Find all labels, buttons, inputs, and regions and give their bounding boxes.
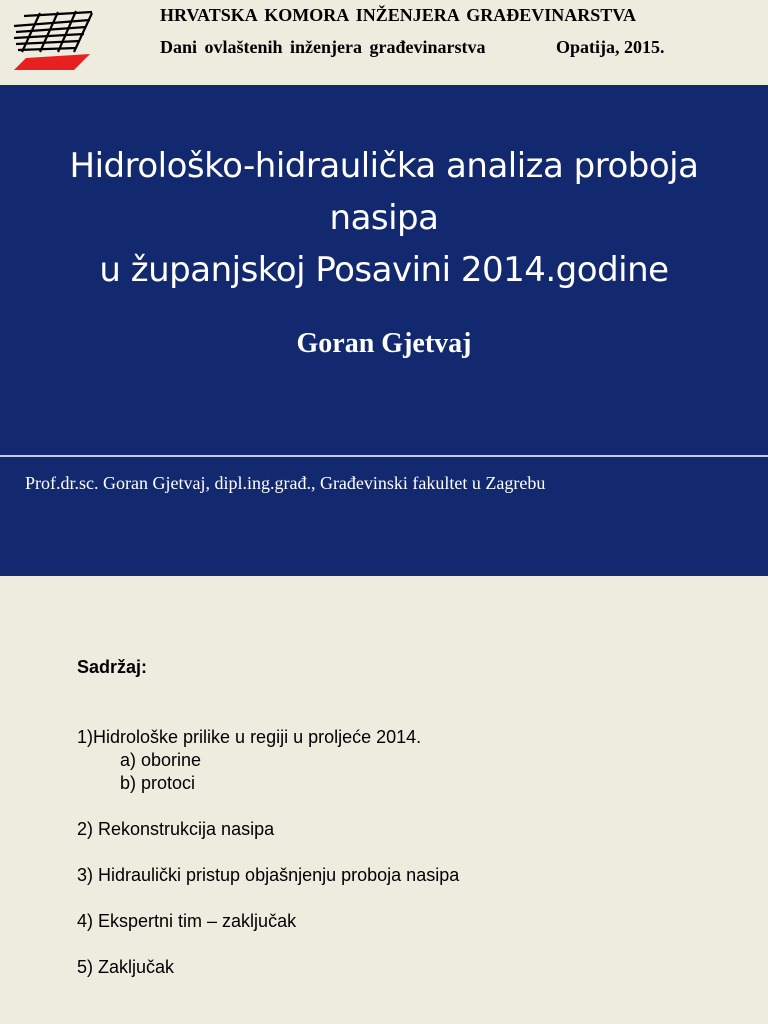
author-affiliation: Prof.dr.sc. Goran Gjetvaj, dipl.ing.građ., Građevinski fakultet u Zagrebu bbox=[25, 473, 546, 493]
list-item: 3) Hidraulički pristup objašnjenju proboja nasipa bbox=[77, 865, 460, 885]
header bbox=[0, 0, 768, 85]
organization-name: HRVATSKA KOMORA INŽENJERA GRAĐEVINARSTVA bbox=[160, 5, 636, 25]
table-of-contents bbox=[77, 657, 459, 979]
presentation-title bbox=[0, 140, 768, 296]
list-item: 1)Hidrološke prilike u regiji u proljeće 2014. bbox=[77, 727, 422, 747]
divider bbox=[0, 455, 768, 457]
list-subitem: b) protoci bbox=[120, 773, 196, 793]
title-line: Hidrološko-hidraulička analiza proboja bbox=[69, 146, 699, 186]
event-name: Dani ovlaštenih inženjera građevinarstva bbox=[160, 37, 486, 57]
contents-heading: Sadržaj: bbox=[77, 657, 148, 677]
author-name: Goran Gjetvaj bbox=[296, 328, 472, 359]
title-line: u županjskoj Posavini 2014.godine bbox=[99, 250, 669, 290]
chamber-logo-icon bbox=[10, 8, 94, 74]
list-item: 5) Zaključak bbox=[77, 957, 175, 977]
event-place-year: Opatija, 2015. bbox=[556, 37, 665, 57]
title-line: nasipa bbox=[329, 198, 439, 238]
list-item: 4) Ekspertni tim – zaključak bbox=[77, 911, 297, 931]
list-item: 2) Rekonstrukcija nasipa bbox=[77, 819, 275, 839]
list-subitem: a) oborine bbox=[120, 750, 202, 770]
